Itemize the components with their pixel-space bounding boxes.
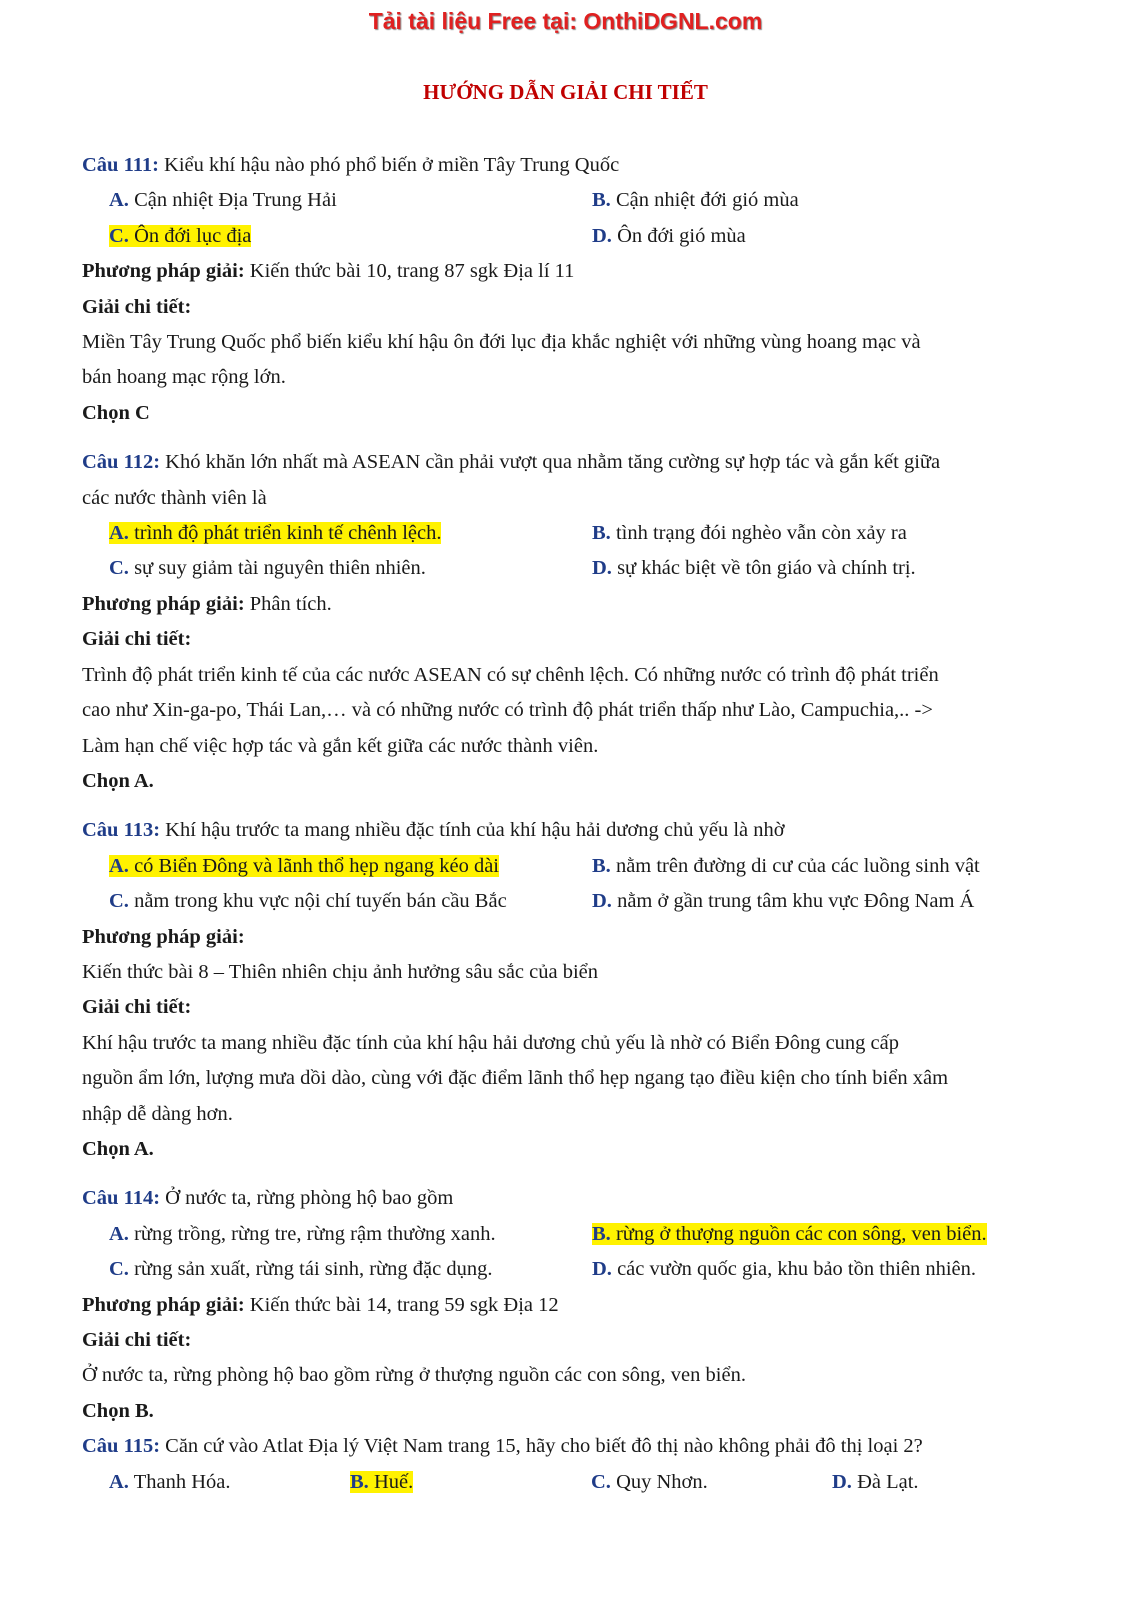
answer-choice: Chọn A.: [82, 1137, 154, 1160]
question-115: [82, 1429, 1082, 1500]
detail-line: Miền Tây Trung Quốc phổ biến kiểu khí hậu ôn đới lục địa khắc nghiệt với những vùng hoang mạc và: [82, 331, 921, 354]
detail-label: Giải chi tiết:: [82, 1329, 192, 1351]
detail-label: Giải chi tiết:: [82, 295, 192, 318]
question-text: Khí hậu trước ta mang nhiều đặc tính của khí hậu hải dương chủ yếu là nhờ: [165, 819, 785, 842]
answer-choice: Chọn C: [82, 401, 150, 424]
option-d: D. Ôn đới gió mùa: [592, 224, 746, 247]
question-112: [82, 445, 1082, 799]
option-d: D. nằm ở gần trung tâm khu vực Đông Nam Á: [592, 890, 975, 913]
question-label: Câu 113:: [82, 819, 161, 842]
detail-line: nguồn ẩm lớn, lượng mưa dồi dào, cùng với đặc điểm lãnh thổ hẹp ngang tạo điều kiện cho tính biển xâm: [82, 1067, 949, 1090]
detail-line: Làm hạn chế việc hợp tác và gắn kết giữa các nước thành viên.: [82, 734, 599, 757]
method-text: Phân tích.: [249, 592, 332, 615]
question-113: [82, 813, 1082, 1167]
option-b: B. nằm trên đường di cư của các luồng sinh vật: [592, 854, 980, 877]
method-label: Phương pháp giải:: [82, 592, 245, 615]
question-text: Căn cứ vào Atlat Địa lý Việt Nam trang 15, hãy cho biết đô thị nào không phải đô thị loại 2?: [165, 1435, 923, 1458]
options-row: [82, 1465, 1082, 1500]
option-b: B. rừng ở thượng nguồn các con sông, ven biển.: [592, 1222, 987, 1245]
question-label: Câu 114:: [82, 1187, 161, 1210]
detail-label: Giải chi tiết:: [82, 628, 192, 651]
option-c: C. Ôn đới lục địa: [109, 224, 252, 247]
option-d: D. các vườn quốc gia, khu bảo tồn thiên nhiên.: [592, 1258, 977, 1281]
option-a: A. có Biển Đông và lãnh thổ hẹp ngang kéo dài: [109, 854, 499, 877]
detail-line: Trình độ phát triển kinh tế của các nước ASEAN có sự chênh lệch. Có những nước có trình độ phát triển: [82, 663, 939, 686]
question-text: Khó khăn lớn nhất mà ASEAN cần phải vượt qua nhằm tăng cường sự hợp tác và gắn kết giữa: [165, 451, 941, 474]
detail-line: bán hoang mạc rộng lớn.: [82, 366, 286, 389]
detail-line: nhập dễ dàng hơn.: [82, 1102, 233, 1125]
options-row: [82, 516, 1082, 551]
detail-line: cao như Xin-ga-po, Thái Lan,… và có những nước có trình độ phát triển thấp như Lào, Campuchia,.. ->: [82, 699, 933, 722]
option-a: A. trình độ phát triển kinh tế chênh lệch.: [109, 522, 442, 545]
options-row: [82, 551, 1082, 586]
option-c: C. Quy Nhơn.: [591, 1470, 708, 1493]
option-b: B. tình trạng đói nghèo vẫn còn xảy ra: [592, 522, 907, 545]
option-d: D. Đà Lạt.: [832, 1470, 919, 1493]
method-text: Kiến thức bài 14, trang 59 sgk Địa 12: [249, 1293, 559, 1316]
option-a: A. Cận nhiệt Địa Trung Hải: [109, 189, 337, 212]
question-111: [82, 148, 1082, 431]
answer-choice: Chọn B.: [82, 1399, 154, 1422]
source-banner[interactable]: Tải tài liệu Free tại: OnthiDGNL.com: [368, 8, 763, 34]
option-a: A. rừng trồng, rừng tre, rừng rậm thường xanh.: [109, 1222, 496, 1245]
method-label: Phương pháp giải:: [82, 1293, 245, 1316]
option-b: B. Huế.: [350, 1470, 414, 1493]
options-row: [82, 183, 1082, 218]
option-b: B. Cận nhiệt đới gió mùa: [592, 189, 799, 212]
answer-choice: Chọn A.: [82, 769, 154, 792]
answer-content: [82, 148, 1082, 1500]
question-114: [82, 1181, 1082, 1429]
method-label: Phương pháp giải:: [82, 260, 245, 283]
detail-line: Khí hậu trước ta mang nhiều đặc tính của khí hậu hải dương chủ yếu là nhờ có Biển Đông cung cấp: [82, 1031, 900, 1054]
question-text: Kiểu khí hậu nào phó phổ biến ở miền Tây Trung Quốc: [164, 154, 620, 176]
options-row: [82, 849, 1082, 884]
question-label: Câu 112:: [82, 451, 161, 474]
options-row: [82, 1252, 1082, 1287]
detail-label: Giải chi tiết:: [82, 996, 192, 1019]
options-row: [82, 219, 1082, 254]
question-label: Câu 111:: [82, 154, 159, 176]
option-c: C. rừng sản xuất, rừng tái sinh, rừng đặc dụng.: [109, 1258, 493, 1281]
option-c: C. sự suy giảm tài nguyên thiên nhiên.: [109, 557, 426, 580]
detail-line: Ở nước ta, rừng phòng hộ bao gồm rừng ở thượng nguồn các con sông, ven biển.: [82, 1364, 746, 1387]
option-c: C. nằm trong khu vực nội chí tuyến bán cầu Bắc: [109, 890, 507, 913]
question-text-cont: các nước thành viên là: [82, 486, 267, 509]
method-text: Kiến thức bài 10, trang 87 sgk Địa lí 11: [249, 260, 575, 283]
method-text: Kiến thức bài 8 – Thiên nhiên chịu ảnh hưởng sâu sắc của biển: [82, 960, 599, 983]
option-a: A. Thanh Hóa.: [109, 1470, 231, 1493]
question-text: Ở nước ta, rừng phòng hộ bao gồm: [165, 1187, 454, 1210]
method-label: Phương pháp giải:: [82, 925, 245, 948]
question-label: Câu 115:: [82, 1435, 161, 1458]
options-row: [82, 884, 1082, 919]
page-title: HƯỚNG DẪN GIẢI CHI TIẾT: [423, 80, 708, 104]
option-d: D. sự khác biệt về tôn giáo và chính trị.: [592, 557, 916, 580]
options-row: [82, 1217, 1082, 1252]
